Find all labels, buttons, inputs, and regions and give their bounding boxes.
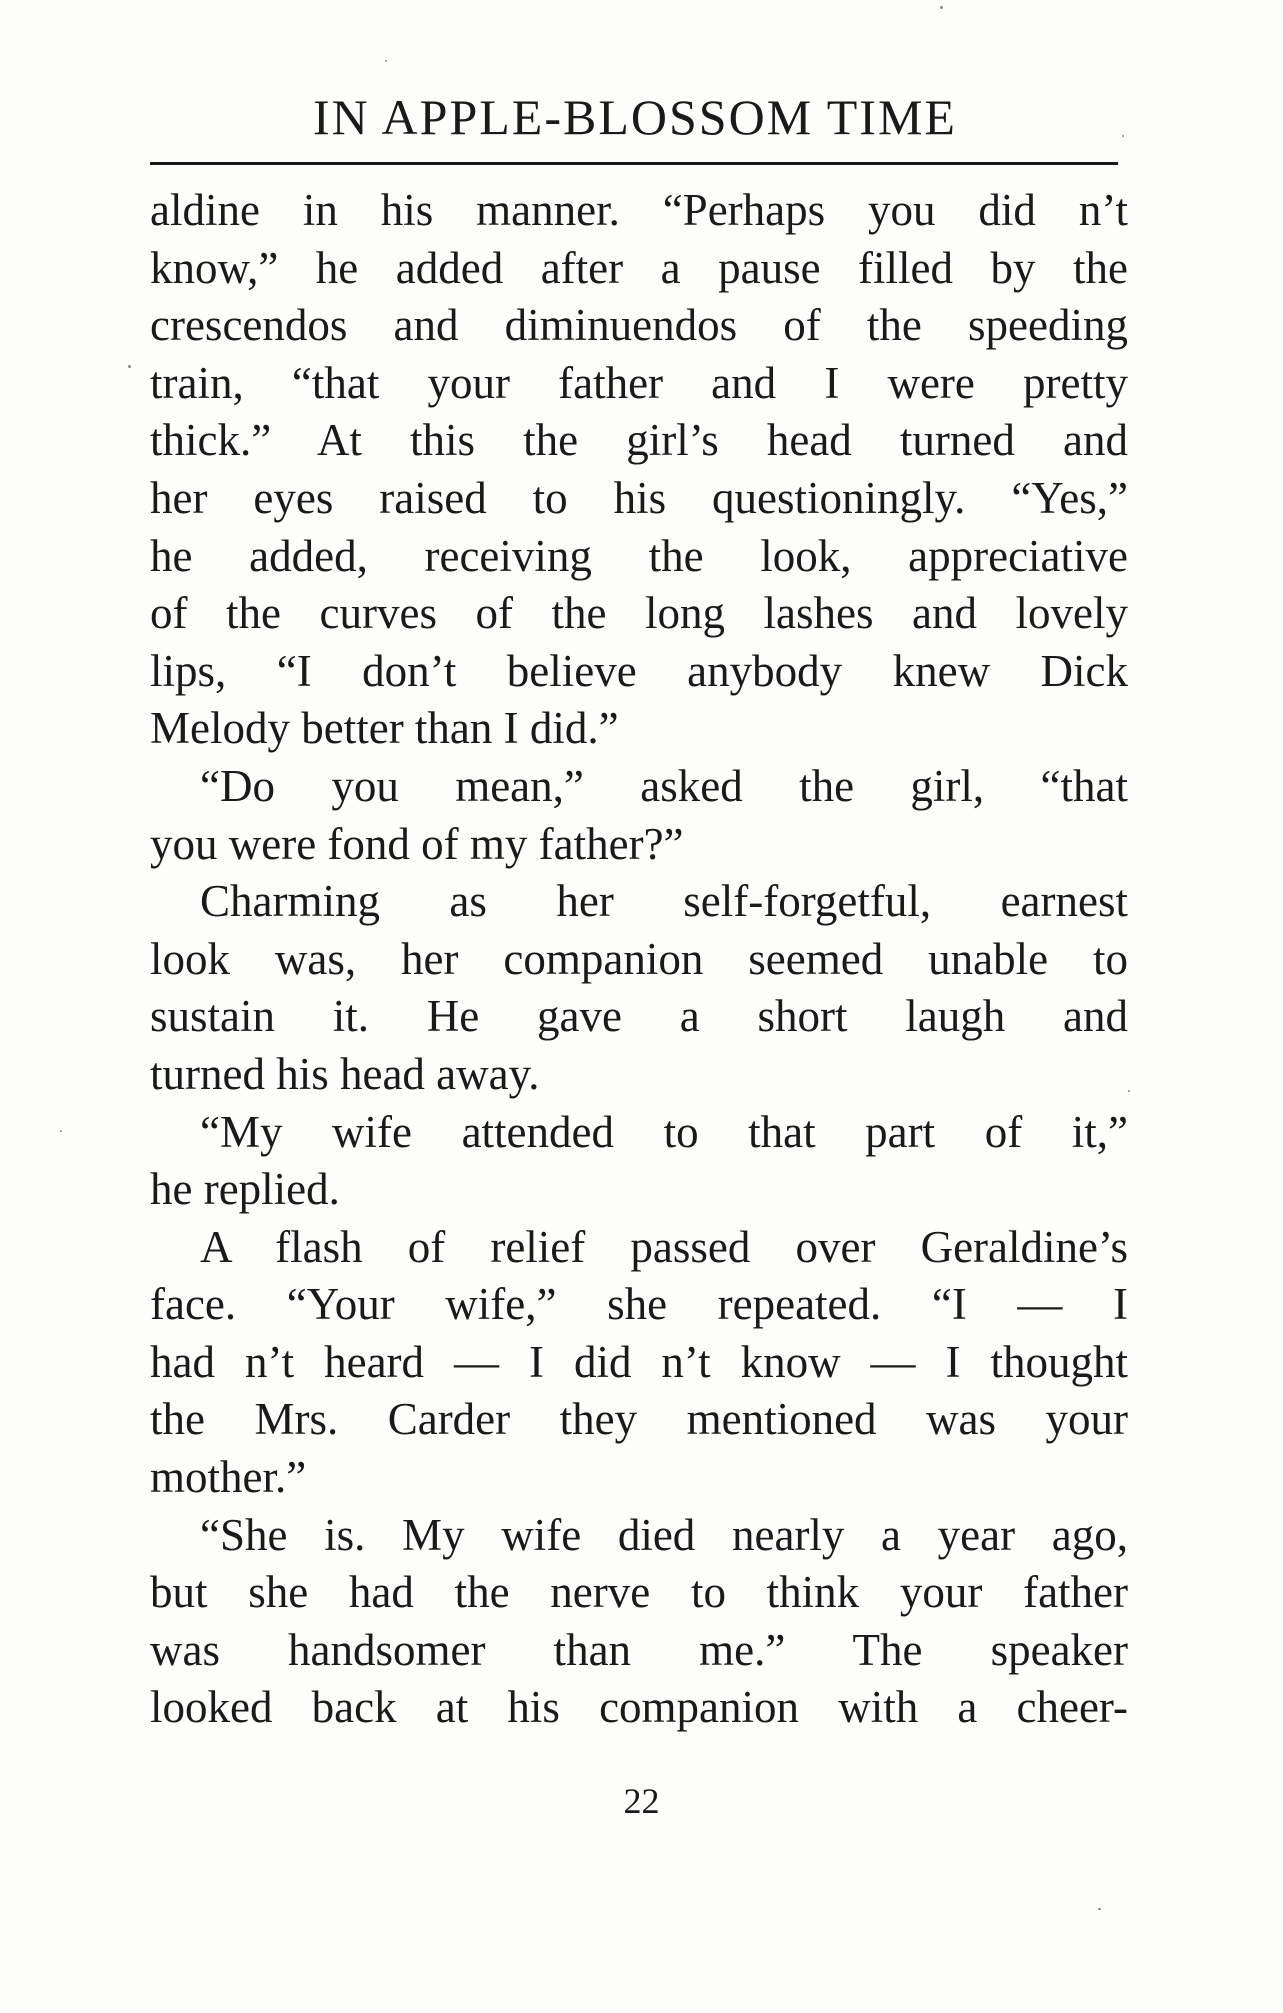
scan-speck: [385, 60, 387, 62]
text-line: “My wife attended to that part of it,”: [200, 1106, 1128, 1157]
text-line: her eyes raised to his questioningly. “Yes,”: [150, 472, 1128, 523]
text-line: “Do you mean,” asked the girl, “that: [200, 760, 1128, 811]
text-line: crescendos and diminuendos of the speeding: [150, 300, 1128, 351]
scan-speck: [60, 1130, 62, 1132]
text-line: look was, her companion seemed unable to: [150, 933, 1128, 984]
scan-speck: [940, 6, 943, 9]
text-line: thick.” At this the girl’s head turned and: [150, 415, 1128, 466]
text-line: had n’t heard — I did n’t know — I thought: [150, 1336, 1128, 1387]
text-line: face. “Your wife,” she repeated. “I — I: [150, 1279, 1128, 1330]
text-line: he added, receiving the look, appreciative: [150, 530, 1128, 581]
scan-speck: [1122, 135, 1124, 137]
text-line: lips, “I don’t believe anybody knew Dick: [150, 645, 1128, 696]
text-line: mother.”: [150, 1452, 307, 1503]
text-line: turned his head away.: [150, 1048, 540, 1099]
scan-speck: [1098, 1908, 1101, 1910]
body-text: [150, 182, 1128, 1737]
text-line: you were fond of my father?”: [150, 818, 684, 869]
scan-speck: [128, 365, 131, 368]
running-head: IN APPLE-BLOSSOM TIME: [313, 89, 957, 145]
text-line: the Mrs. Carder they mentioned was your: [150, 1394, 1128, 1445]
page-number: 22: [623, 1781, 660, 1821]
text-line: sustain it. He gave a short laugh and: [150, 991, 1128, 1042]
header-rule: [150, 162, 1118, 165]
text-line: looked back at his companion with a cheer-: [150, 1682, 1128, 1733]
text-line: A flash of relief passed over Geraldine’s: [200, 1221, 1128, 1272]
text-line: train, “that your father and I were pretty: [150, 357, 1128, 408]
text-line: Charming as her self-forgetful, earnest: [200, 876, 1128, 927]
text-line: aldine in his manner. “Perhaps you did n’t: [150, 185, 1128, 235]
text-line: but she had the nerve to think your father: [150, 1567, 1128, 1618]
text-line: “She is. My wife died nearly a year ago,: [200, 1509, 1128, 1560]
text-line: of the curves of the long lashes and lovely: [150, 588, 1128, 639]
scan-speck: [1128, 1090, 1130, 1092]
text-line: know,” he added after a pause filled by the: [150, 242, 1128, 293]
text-line: Melody better than I did.”: [150, 703, 619, 754]
text-line: he replied.: [150, 1164, 340, 1215]
text-line: was handsomer than me.” The speaker: [150, 1624, 1128, 1675]
